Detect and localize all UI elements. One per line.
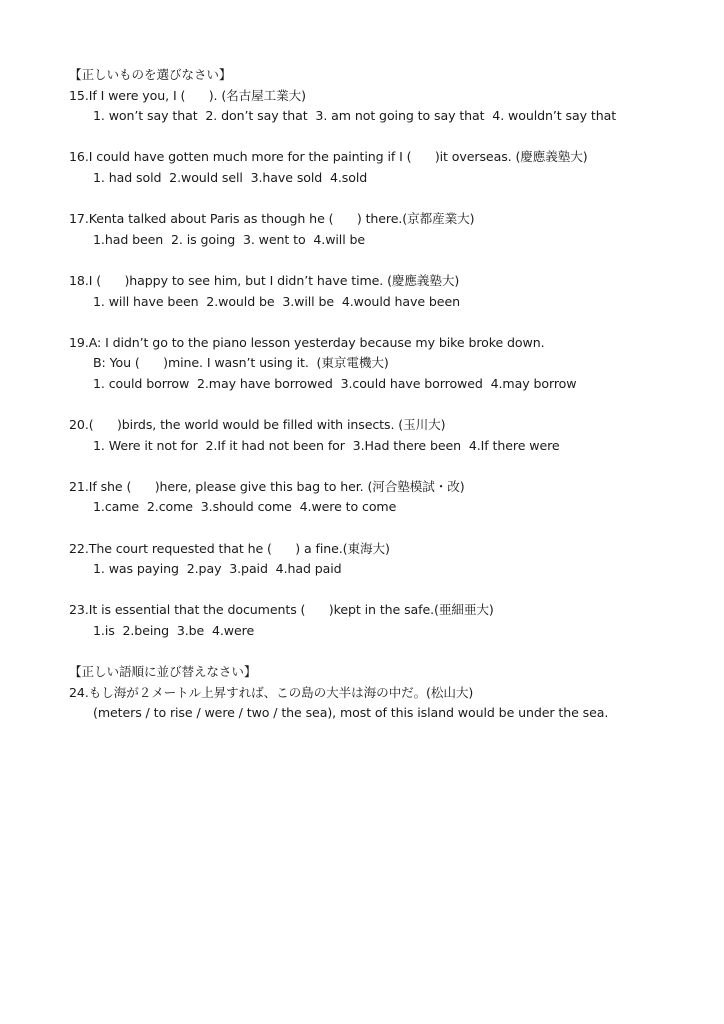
reorder-words: (meters / to rise / were / two / the sea), most of this island would be under the sea. [93,705,609,721]
answer-choices: 1.is 2.being 3.be 4.were [93,623,255,639]
answer-choices: 1. had sold 2.would sell 3.have sold 4.sold [93,169,368,185]
question-24 [69,683,704,724]
question-stem: 17.Kenta talked about Paris as though he ( ) there.(京都産業大) [69,211,475,227]
question-15 [69,86,704,127]
question-stem: 15.If I were you, I ( ). (名古屋工業大) [69,87,306,103]
answer-choices: 1. could borrow 2.may have borrowed 3.could have borrowed 4.may borrow [93,375,577,391]
worksheet-content [69,65,704,724]
question-stem: 20.( )birds, the world would be filled with insects. (玉川大) [69,417,446,433]
answer-choices: 1.had been 2. is going 3. went to 4.will be [93,231,366,247]
question-stem: 18.I ( )happy to see him, but I didn’t have time. (慶應義塾大) [69,272,460,288]
section-heading-reorder: 【正しい語順に並び替えなさい】 [69,664,257,680]
question-stem: 16.I could have gotten much more for the painting if I ( )it overseas. (慶應義塾大) [69,149,588,165]
question-19 [69,333,704,395]
answer-choices: 1. was paying 2.pay 3.paid 4.had paid [93,561,342,577]
answer-choices: 1. will have been 2.would be 3.will be 4.would have been [93,293,460,309]
question-stem: 23.It is essential that the documents ( )kept in the safe.(亜細亜大) [69,602,494,618]
answer-choices: 1.came 2.come 3.should come 4.were to come [93,499,397,515]
question-stem: 24.もし海が２メートル上昇すれば、この島の大半は海の中だ。(松山大) [69,684,474,700]
question-stem: 22.The court requested that he ( ) a fine.(東海大) [69,540,390,556]
question-20 [69,415,704,456]
dialogue-line-b: B: You ( )mine. I wasn’t using it. (東京電機大) [93,355,389,371]
question-stem: 21.If she ( )here, please give this bag to her. (河合塾模試・改) [69,478,465,494]
answer-choices: 1. Were it not for 2.If it had not been for 3.Had there been 4.If there were [93,437,560,453]
question-16 [69,147,704,188]
question-23 [69,600,704,641]
question-17 [69,209,704,250]
question-stem: 19.A: I didn’t go to the piano lesson yesterday because my bike broke down. [69,334,545,350]
section-heading-choose: 【正しいものを選びなさい】 [69,67,232,82]
answer-choices: 1. won’t say that 2. don’t say that 3. am not going to say that 4. wouldn’t say that [93,108,617,124]
question-22 [69,539,704,580]
question-18 [69,271,704,312]
question-21 [69,477,704,518]
